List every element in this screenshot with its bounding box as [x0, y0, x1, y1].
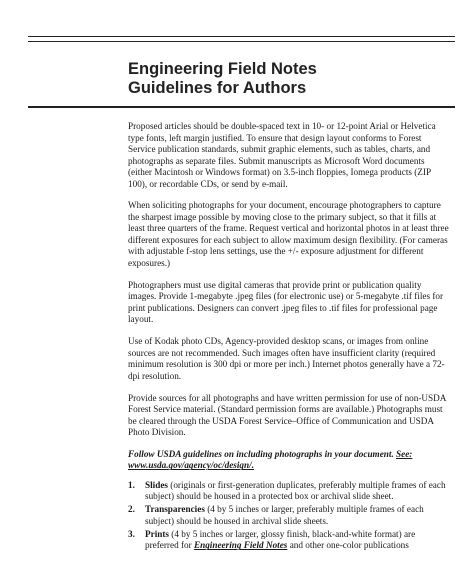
guidelines-link[interactable]: See: www.usda.gov/agency/oc/design/. [128, 448, 413, 471]
photo-format-list [128, 480, 450, 552]
paragraph-photographs: When soliciting photographs for your document, encourage photographers to capture the sharpest image possible by moving close to the primary subject, so that it fills at least three quarters of the frame. Request vertical and horizontal photos in at least three different exposures for each subject to allow maximum design flexibility. (For cameras with adjustable f-stop lens settings, use the +/- exposure adjustment for different exposures.) [128, 200, 449, 268]
list-text: (4 by 5 inches or larger, glossy finish, black-and-white format) are preferred for [145, 528, 416, 551]
list-item [128, 529, 450, 552]
paragraph-digital-cameras: Photographers must use digital cameras that provide print or publication quality images. Provide 1-megabyte .jpeg files (for electronic use) or 5-megabyte .tif files for print publications. Designers can convert .jpeg files to .tif files for professional page layout. [128, 279, 444, 325]
list-number: 2. [128, 504, 135, 515]
list-term: Transparencies [145, 504, 205, 515]
title-line-1: Engineering Field Notes [128, 60, 317, 78]
title-line-2: Guidelines for Authors [128, 79, 307, 97]
list-text-after: and other one-color publications [287, 540, 409, 551]
paragraph-image-sources: Use of Kodak photo CDs, Agency-provided desktop scans, or images from online sources are not recommended. Such images often have insufficient clarity (required minimum resolution is 300 dpi or more per inch.) Internet photos generally have a 72-dpi resolution. [128, 336, 445, 381]
header-rule-top-thin [28, 41, 455, 42]
list-item [128, 504, 450, 527]
list-number: 3. [128, 528, 135, 539]
document-body [128, 121, 450, 553]
header-rule-bottom [28, 106, 455, 108]
list-term: Prints [145, 528, 169, 539]
guidelines-note [128, 449, 450, 472]
publication-title: Engineering Field Notes [193, 540, 288, 551]
page-title [128, 60, 317, 98]
list-text: (4 by 5 inches or larger, preferably multiple frames of each subject) should be housed in archival slide sheets. [145, 504, 424, 526]
list-item [128, 480, 450, 503]
list-number: 1. [128, 479, 135, 490]
guidelines-lead: Follow USDA guidelines on including photographs in your document. [128, 448, 394, 459]
header-rule-top [28, 36, 455, 37]
paragraph-permissions: Provide sources for all photographs and have written permission for use of non-USDA Forest Service material. (Standard permission forms are available.) Photographs must be cleared through the USDA Forest Service–Office of Communication and USDA Photo Division. [128, 392, 446, 438]
list-term: Slides [145, 479, 168, 490]
paragraph-format: Proposed articles should be double-spaced text in 10- or 12-point Arial or Helvetica type fonts, left margin justified. To ensure that design layout conforms to Forest Service publication standards, submit graphic elements, such as tables, charts, and photographs as separate files. Submit manuscripts as Microsoft Word documents (either Macintosh or Windows format) on 3.5-inch floppies, Iomega products (ZIP 100), or recordable CDs, or send by e-mail. [128, 121, 436, 189]
list-text: (originals or first-generation duplicates, preferably multiple frames of each subject) should be housed in a protected box or archival slide sheet. [145, 479, 446, 502]
